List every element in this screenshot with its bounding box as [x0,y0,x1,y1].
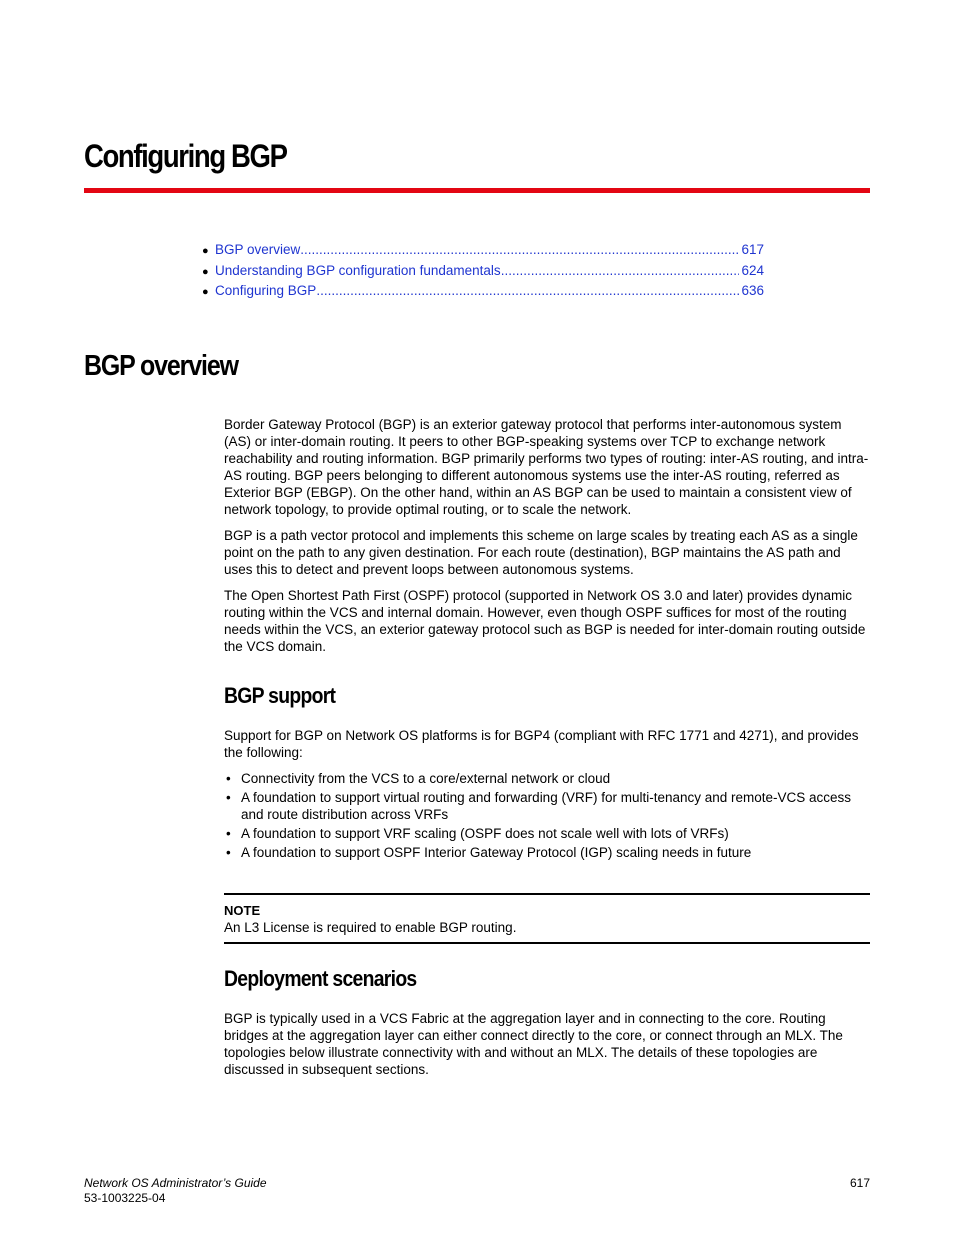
list-item: • Connectivity from the VCS to a core/external network or cloud [224,770,870,787]
subsection-title-bgp-support: BGP support [224,683,336,708]
overview-paragraph: Border Gateway Protocol (BGP) is an exterior gateway protocol that performs inter-autonomous system (AS) or inter-domain routing. It peers to other BGP-speaking systems over TCP to exchange network reachability and routing information. BGP primarily performs two types of routing: inter-AS routing, and intra-AS routing. BGP peers belonging to different autonomous systems use the inter-AS routing, referred as Exterior BGP (EBGP). On the other hand, within an AS BGP can be used to maintain a consistent view of network topology, to provide optimal routing, or to scale the network. [224,417,869,517]
toc-bullet-icon: ● [202,286,209,298]
note-box [224,893,870,944]
toc-entry-configuring-bgp[interactable] [202,281,764,302]
toc-entry-understanding-bgp[interactable] [202,261,764,282]
support-intro: Support for BGP on Network OS platforms is for BGP4 (compliant with RFC 1771 and 4271), and provides the following: [224,728,859,760]
support-body [224,727,870,863]
toc-bullet-icon: ● [202,265,209,278]
toc-entry-page[interactable]: 636 [741,283,764,298]
toc-entry-page[interactable]: 617 [741,242,764,257]
section-title-bgp-overview: BGP overview [84,350,238,382]
toc-entry-page[interactable]: 624 [741,262,764,278]
footer-guide-title: Network OS Administrator’s Guide [84,1176,267,1190]
overview-paragraph: BGP is a path vector protocol and implements this scheme on large scales by treating each AS as a single point on the path to any given destination. For each route (destination), BGP maintains the AS path and uses this to detect and prevent loops between autonomous systems. [224,528,858,577]
note-text: An L3 License is required to enable BGP routing. [224,920,517,935]
support-list [224,770,870,861]
deployment-body [224,1010,870,1087]
toc-entry-label[interactable]: Understanding BGP configuration fundamentals [215,262,501,278]
note-label: NOTE [224,903,261,918]
overview-body [224,416,870,664]
footer-doc-number: 53-1003225-04 [84,1191,166,1205]
toc-entry-bgp-overview[interactable] [202,240,764,261]
list-item: • A foundation to support OSPF Interior Gateway Protocol (IGP) scaling needs in future [224,844,870,861]
toc-bullet-icon: ● [202,245,209,257]
toc-entry-label[interactable]: BGP overview [215,242,301,257]
footer-page-number: 617 [849,1176,870,1190]
list-item: • A foundation to support virtual routing and forwarding (VRF) for multi-tenancy and remote-VCS access and route distribution across VRFs [224,789,870,823]
toc-leader-dots [501,261,740,282]
overview-paragraph: The Open Shortest Path First (OSPF) protocol (supported in Network OS 3.0 and later) provides dynamic routing within the VCS and internal domain. However, even though OSPF suffices for most of the routing needs within the VCS, an exterior gateway protocol such as BGP is needed for inter-domain routing outside the VCS domain. [224,588,866,654]
subsection-title-deployment-scenarios: Deployment scenarios [224,966,417,991]
page-footer-right [850,1176,870,1191]
chapter-toc [202,240,764,302]
toc-leader-dots [300,240,739,261]
toc-entry-label[interactable]: Configuring BGP [215,283,317,298]
deployment-paragraph: BGP is typically used in a VCS Fabric at the aggregation layer and in connecting to the core. Routing bridges at the aggregation layer can either connect directly to the core, or connect through an MLX. The topologies below illustrate connectivity with and without an MLX. The details of these topologies are discussed in subsequent sections. [224,1011,843,1077]
chapter-title: Configuring BGP [84,138,287,174]
chapter-title-rule [84,188,870,193]
page-footer-left [84,1176,267,1206]
list-item: • A foundation to support VRF scaling (OSPF does not scale well with lots of VRFs) [224,825,870,842]
toc-leader-dots [316,281,739,302]
